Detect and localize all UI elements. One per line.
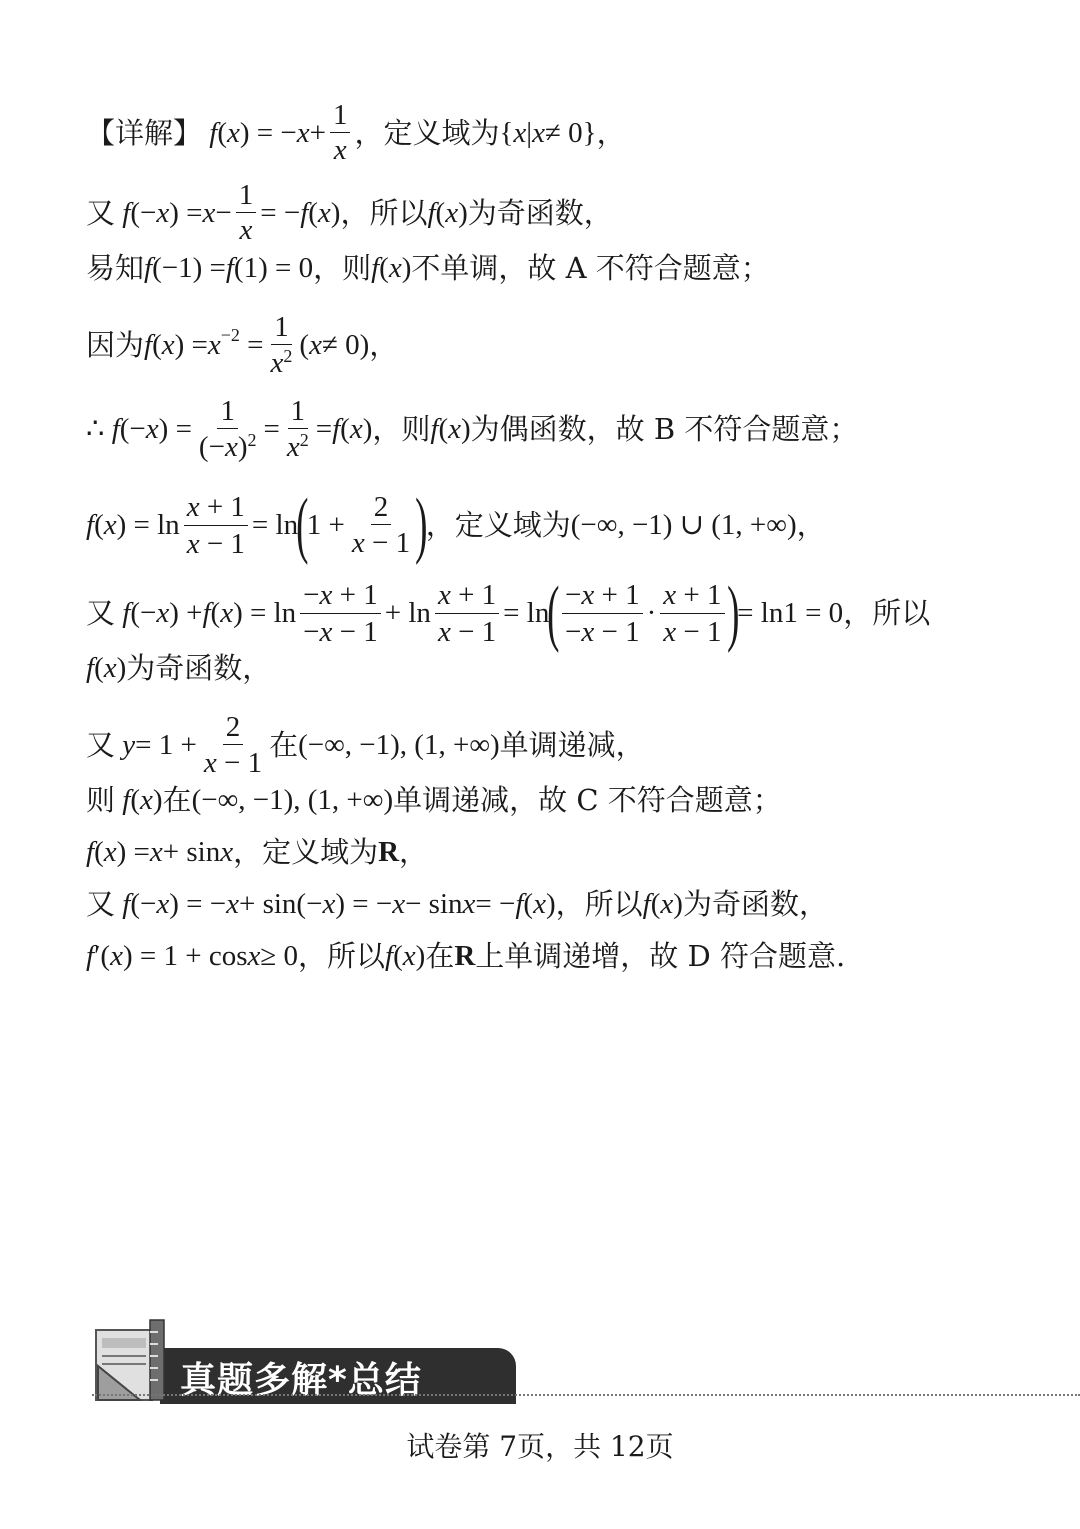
- fraction: $\frac{-x + 1}{-x - 1}$: [562, 579, 643, 647]
- solution-line-10: 则 f ( x ) 在 (−∞, −1), (1, +∞) 单调递减，故 C 不符合题意；: [86, 783, 782, 817]
- solution-line-1: 【详解】 f ( x ) = − x + $\frac{1}{x}$ ，定义域为 { x | x ≠ 0} ，: [86, 99, 626, 167]
- solution-line-13: f ′( x ) = 1 + cos x ≥ 0 ，所以 f ( x ) 在 R 上单调递增，故 D 符合题意.: [86, 939, 846, 973]
- solution-line-3: 易知 f (−1) = f (1) = 0 ，则 f ( x ) 不单调，故 A 不符合题意；: [86, 251, 770, 285]
- fraction: $\frac{1}{x}$: [330, 100, 351, 166]
- section-banner: [92, 1310, 422, 1401]
- solution-line-2: 又 f (− x ) = x − $\frac{1}{x}$ = − f ( x ) ，所以 f ( x ) 为奇函数，: [86, 179, 613, 247]
- fraction: $\frac{x + 1}{x - 1}$: [435, 579, 499, 647]
- fraction: $\frac{x + 1}{x - 1}$: [184, 491, 248, 559]
- fraction: $\frac{2}{x - 1}$: [203, 711, 263, 780]
- page-footer: 试卷第 7页，共 12页: [406, 1430, 674, 1463]
- banner-title: 真题多解*总结: [180, 1360, 422, 1401]
- fraction: $\frac{-x + 1}{-x - 1}$: [300, 579, 381, 647]
- solution-line-9: 又 y = 1 + $\frac{2}{x - 1}$ 在 (−∞, −1), (1, +∞) 单调递减，: [86, 711, 645, 780]
- fraction: $\frac{1}{x^2}$: [270, 311, 293, 380]
- fraction: $\frac{1}{x^2}$: [286, 395, 309, 464]
- solution-line-4: 因为 f ( x ) = x $^{-2}$ = $\frac{1}{x^2}$ ( x ≠ 0) ，: [86, 311, 399, 380]
- solution-line-5: ∴ f (− x ) = $\frac{1}{(-x)^2}$ = $\frac{1}{x^2}$ = f ( x ) ，则 f ( x ) 为偶函数，故 B 不符合题意；: [86, 395, 859, 464]
- detail-label: 【详解】: [86, 115, 203, 150]
- solution-line-6: f ( x ) = ln $\frac{x + 1}{x - 1}$ = ln ( 1 + $\frac{2}{x - 1}$ ) ，定义域为 (−∞, −1) ∪ (1, +∞) ，: [86, 484, 826, 566]
- fraction: $\frac{x + 1}{x - 1}$: [660, 579, 724, 647]
- dotted-divider: [92, 1394, 1080, 1396]
- solution-line-11: f ( x ) = x + sin x ，定义域为 R ，: [86, 835, 429, 869]
- ruler-book-icon: [92, 1316, 172, 1404]
- formula: f: [202, 116, 218, 149]
- fraction: $\frac{2}{x - 1}$: [351, 490, 411, 559]
- solution-line-12: 又 f (− x ) = − x + sin(− x ) = − x − sin x = − f ( x ) ，所以 f ( x ) 为奇函数，: [86, 887, 828, 921]
- fraction: $\frac{1}{(-x)^2}$: [198, 395, 257, 464]
- solution-line-7: 又 f (− x ) + f ( x ) = ln $\frac{-x + 1}{-x - 1}$ + ln $\frac{x + 1}{x - 1}$ = ln ( $\frac{-x + 1}{-x - 1}$ · $\frac{x + 1}{x - 1}$ ) = ln1 = 0 ，所以: [86, 572, 931, 654]
- fraction: $\frac{1}{x}$: [236, 180, 257, 246]
- solution-line-8: f ( x ) 为奇函数，: [86, 651, 272, 685]
